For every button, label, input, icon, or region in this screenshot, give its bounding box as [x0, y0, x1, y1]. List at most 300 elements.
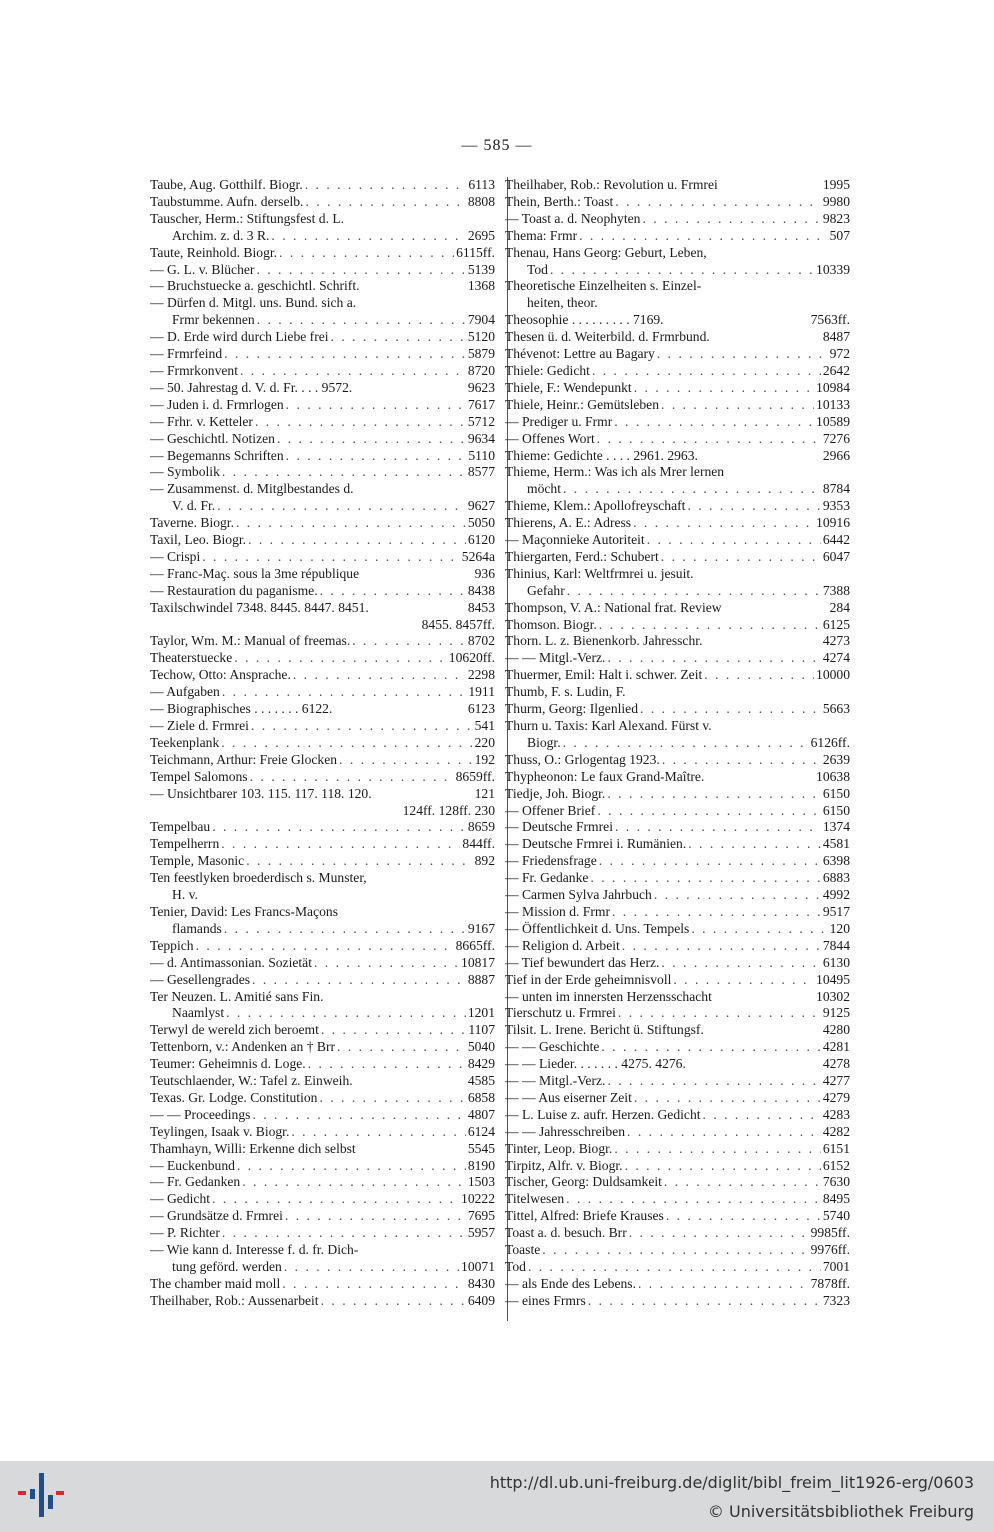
entry-title: Toast a. d. besuch. Brr: [505, 1225, 627, 1241]
entry-title: Thiele, F.: Wendepunkt: [505, 379, 632, 395]
index-entry: [150, 1124, 495, 1141]
entry-title: Thiele, Heinr.: Gemütsleben: [505, 396, 660, 412]
leader-dots: [242, 1174, 466, 1191]
index-entry: [150, 346, 495, 363]
index-entry: [505, 1022, 850, 1039]
index-entry: [150, 312, 495, 329]
entry-title: Taverne. Biogr.: [150, 515, 234, 531]
leader-dots: [633, 515, 814, 532]
index-entry: [505, 312, 850, 329]
leader-dots: [657, 346, 828, 363]
entry-title: — Frhr. v. Ketteler: [150, 413, 253, 429]
entry-number: 6120: [467, 532, 495, 548]
entry-number: 5040: [467, 1039, 495, 1055]
entry-number: 9976ff.: [810, 1242, 850, 1258]
index-entry: [505, 1158, 850, 1175]
index-entry: [505, 701, 850, 718]
index-entry: [505, 414, 850, 431]
entry-number: 7563ff.: [810, 312, 850, 328]
entry-title: Ten feestlyken broederdisch s. Munster,: [150, 870, 367, 886]
entry-number: 6130: [822, 954, 850, 970]
leader-dots: [246, 853, 472, 870]
leader-dots: [597, 803, 820, 820]
index-entry: [505, 363, 850, 380]
index-entry: [505, 1056, 850, 1073]
index-entry: [150, 1090, 495, 1107]
entry-title: Archim. z. d. 3 R.: [172, 227, 270, 243]
index-entry: [505, 346, 850, 363]
entry-title: Teumer: Geheimnis d. Loge.: [150, 1056, 306, 1072]
leader-dots: [352, 633, 466, 650]
entry-number: 9627: [467, 498, 495, 514]
entry-title: Taube, Aug. Gotthilf. Biogr.: [150, 177, 303, 192]
entry-number: 8720: [467, 362, 495, 378]
index-entry: [150, 177, 495, 194]
leader-dots: [212, 1191, 459, 1208]
entry-number: 1911: [468, 684, 495, 700]
leader-dots: [252, 1107, 465, 1124]
entry-number: 8438: [467, 582, 495, 598]
entry-number: 5957: [467, 1225, 495, 1241]
index-entry: [505, 1276, 850, 1293]
index-entry: [150, 211, 495, 228]
entry-title: Thévenot: Lettre au Bagary: [505, 346, 655, 362]
entry-number: 7388: [822, 582, 850, 598]
index-entry: [505, 380, 850, 397]
entry-title: Teutschlaender, W.: Tafel z. Einweih.: [150, 1073, 353, 1089]
library-logo-icon: [18, 1473, 64, 1521]
entry-number: 4278: [822, 1056, 850, 1072]
index-entry: [150, 921, 495, 938]
entry-title: — Fr. Gedanken: [150, 1174, 241, 1190]
entry-number: 8495: [822, 1191, 850, 1207]
index-entry: [505, 1039, 850, 1056]
entry-number: 4282: [822, 1123, 850, 1139]
index-entry: [150, 1056, 495, 1073]
entry-number: 1107: [468, 1022, 495, 1038]
entry-title: Thumb, F. s. Ludin, F.: [505, 684, 626, 700]
entry-title: — L. Luise z. aufr. Herzen. Gedicht: [505, 1106, 701, 1122]
index-entry: [150, 583, 495, 600]
entry-title: Thuermer, Emil: Halt i. schwer. Zeit: [505, 667, 703, 683]
entry-number: 8453: [467, 599, 495, 615]
leader-dots: [601, 1039, 820, 1056]
index-entry: [150, 1141, 495, 1158]
index-entry: [150, 262, 495, 279]
index-entry: [150, 1107, 495, 1124]
leader-dots: [255, 414, 466, 431]
leader-dots: [673, 972, 814, 989]
entry-number: 9980: [822, 193, 850, 209]
leader-dots: [331, 329, 466, 346]
leader-dots: [237, 1158, 466, 1175]
index-entry: [150, 853, 495, 870]
leader-dots: [224, 921, 466, 938]
entry-number: 192: [474, 751, 495, 767]
entry-title: Thieme: Gedichte . . . . 2961. 2963.: [505, 447, 698, 463]
entry-title: — Geschichtl. Notizen: [150, 430, 275, 446]
leader-dots: [284, 1259, 459, 1276]
entry-number: 4283: [822, 1106, 850, 1122]
leader-dots: [597, 431, 821, 448]
leader-dots: [592, 363, 821, 380]
index-entry: [505, 245, 850, 262]
entry-number: 4992: [822, 887, 850, 903]
entry-title: Texas. Gr. Lodge. Constitution: [150, 1089, 318, 1105]
entry-number: 7276: [822, 430, 850, 446]
leader-dots: [622, 938, 821, 955]
entry-title: — unten im innersten Herzensschacht: [505, 988, 712, 1004]
entry-number: 5110: [468, 447, 495, 463]
entry-number: 6124: [467, 1123, 495, 1139]
leader-dots: [567, 583, 821, 600]
index-entry: [150, 1158, 495, 1175]
permalink-url[interactable]: http://dl.ub.uni-freiburg.de/diglit/bibl_freim_lit1926-erg/0603: [489, 1473, 974, 1492]
entry-number: 10339: [816, 261, 850, 277]
entry-title: V. d. Fr.: [172, 498, 216, 514]
entry-title: Thurn u. Taxis: Karl Alexand. Fürst v.: [505, 718, 712, 733]
entry-number: 1995: [822, 177, 850, 192]
entry-title: — Ziele d. Frmrei: [150, 718, 249, 733]
entry-number: 5050: [467, 515, 495, 531]
index-entry: [505, 532, 850, 549]
index-entry: [505, 904, 850, 921]
index-entry: [505, 1259, 850, 1276]
entry-title: — eines Frmrs: [505, 1292, 586, 1308]
entry-number: 7323: [822, 1292, 850, 1308]
entry-title: Taylor, Wm. M.: Manual of freemas.: [150, 633, 351, 649]
entry-number: 9634: [467, 430, 495, 446]
entry-title: Teekenplank: [150, 734, 220, 750]
leader-dots: [305, 194, 465, 211]
entry-title: Thurm, Georg: Ilgenlied: [505, 701, 639, 717]
index-entry: [150, 718, 495, 735]
leader-dots: [305, 177, 467, 194]
entry-title: Thompson, V. A.: National frat. Review: [505, 599, 722, 615]
leader-dots: [661, 549, 821, 566]
entry-number: 8430: [467, 1275, 495, 1291]
index-entry: [505, 989, 850, 1006]
index-entry: [505, 836, 850, 853]
leader-dots: [256, 262, 465, 279]
index-entry: [505, 1293, 850, 1310]
leader-dots: [661, 397, 814, 414]
entry-title: Thamhayn, Willi: Erkenne dich selbst: [150, 1140, 356, 1156]
entry-title: Tinter, Leop. Biogr.: [505, 1140, 613, 1156]
entry-title: Tilsit. L. Irene. Bericht ü. Stiftungsf.: [505, 1022, 704, 1038]
index-entry: [150, 735, 495, 752]
page-number: — 585 —: [461, 137, 533, 154]
entry-number: 6047: [822, 548, 850, 564]
entry-title: — P. Richter: [150, 1225, 220, 1241]
entry-title: heiten, theor.: [527, 295, 598, 311]
entry-number: 284: [829, 599, 850, 615]
leader-dots: [271, 228, 465, 245]
index-entry: [150, 667, 495, 684]
index-entry: [150, 989, 495, 1006]
entry-number: 9985ff.: [810, 1225, 850, 1241]
entry-number: 2298: [467, 667, 495, 683]
index-entry: [505, 718, 850, 735]
leader-dots: [321, 1022, 466, 1039]
index-entry: [505, 498, 850, 515]
index-entry: [150, 397, 495, 414]
entry-number: 8702: [467, 633, 495, 649]
index-entry: [505, 1107, 850, 1124]
entry-title: Thomson. Biogr.: [505, 616, 597, 632]
entry-number: 936: [474, 565, 495, 581]
index-entry: [505, 1005, 850, 1022]
entry-number: 7630: [822, 1174, 850, 1190]
index-entry: [505, 1208, 850, 1225]
entry-number: 10495: [816, 971, 850, 987]
entry-number: 6398: [822, 853, 850, 869]
entry-number: 5264a: [461, 548, 495, 564]
index-entry: [150, 870, 495, 887]
leader-dots: [666, 1208, 821, 1225]
entry-title: — Unsichtbarer 103. 115. 117. 118. 120.: [150, 785, 372, 801]
entry-number: 7617: [467, 396, 495, 412]
entry-title: Thiele: Gedicht: [505, 362, 590, 378]
index-entry: [150, 566, 495, 583]
index-entry: [150, 515, 495, 532]
entry-title: — — Jahresschreiben: [505, 1123, 626, 1139]
leader-dots: [599, 617, 821, 634]
leader-dots: [647, 532, 821, 549]
leader-dots: [661, 955, 820, 972]
index-entry: [150, 228, 495, 245]
entry-title: Thesen ü. d. Weiterbild. d. Frmrbund.: [505, 329, 710, 345]
entry-number: 6409: [467, 1292, 495, 1308]
index-entry: [150, 464, 495, 481]
entry-number: 5663: [822, 701, 850, 717]
leader-dots: [293, 667, 466, 684]
entry-title: Toaste: [505, 1242, 541, 1258]
leader-dots: [248, 532, 466, 549]
index-entry: [150, 786, 495, 803]
entry-number: 8577: [467, 464, 495, 480]
entry-title: — Symbolik: [150, 464, 220, 480]
leader-dots: [629, 1225, 809, 1242]
index-entry: [505, 769, 850, 786]
entry-title: — Öffentlichkeit d. Uns. Tempels: [505, 920, 690, 936]
entry-number: 7904: [467, 312, 495, 328]
index-entry: [150, 481, 495, 498]
index-entry: [505, 1090, 850, 1107]
entry-title: — Tief bewundert das Herz.: [505, 954, 660, 970]
entry-title: Terwyl de wereld zich beroemt: [150, 1022, 319, 1038]
index-entry: [505, 853, 850, 870]
entry-title: Thierens, A. E.: Adress: [505, 515, 632, 531]
entry-number: 6115ff.: [456, 244, 495, 260]
leader-dots: [196, 938, 454, 955]
leader-dots: [252, 972, 466, 989]
leader-dots: [588, 1293, 821, 1310]
entry-title: — D. Erde wird durch Liebe frei: [150, 329, 329, 345]
entry-number: 9353: [822, 498, 850, 514]
leader-dots: [339, 752, 473, 769]
entry-number: 9623: [467, 379, 495, 395]
index-entry: [150, 701, 495, 718]
leader-dots: [612, 904, 821, 921]
index-entry: [505, 431, 850, 448]
entry-title: — Gedicht: [150, 1191, 211, 1207]
leader-dots: [563, 481, 821, 498]
index-entry: [150, 1005, 495, 1022]
leader-dots: [234, 650, 447, 667]
index-entry: [505, 819, 850, 836]
index-entry: [505, 1141, 850, 1158]
leader-dots: [691, 921, 827, 938]
entry-title: — Dürfen d. Mitgl. uns. Bund. sich a.: [150, 295, 357, 311]
leader-dots: [625, 1158, 821, 1175]
leader-dots: [240, 363, 466, 380]
entry-title: Theosophie . . . . . . . . . 7169.: [505, 312, 664, 328]
entry-number: 4277: [822, 1073, 850, 1089]
entry-number: 9823: [822, 210, 850, 226]
entry-number: 121: [474, 785, 495, 801]
index-entry: [150, 1276, 495, 1293]
index-entry: [505, 583, 850, 600]
entry-title: Techow, Otto: Ansprache.: [150, 667, 291, 683]
entry-number: 5139: [467, 261, 495, 277]
leader-dots: [664, 1174, 821, 1191]
entry-number: 972: [829, 346, 850, 362]
index-entry: [505, 481, 850, 498]
leader-dots: [614, 1141, 820, 1158]
entry-title: Tirpitz, Alfr. v. Biogr.: [505, 1157, 623, 1173]
index-entry: [505, 177, 850, 194]
entry-number: 4281: [822, 1039, 850, 1055]
leader-dots: [221, 735, 472, 752]
entry-title: Tenier, David: Les Francs-Maçons: [150, 903, 339, 919]
leader-dots: [286, 448, 467, 465]
index-entry: [150, 295, 495, 312]
entry-title: — Franc-Maç. sous la 3me république: [150, 565, 360, 581]
footer-bar: [0, 1461, 994, 1532]
entry-number: 4273: [822, 633, 850, 649]
leader-dots: [217, 498, 466, 515]
leader-dots: [654, 887, 821, 904]
entry-title: Thorn. L. z. Bienenkorb. Jahresschr.: [505, 633, 703, 649]
entry-title: Taubstumme. Aufn. derselb.: [150, 193, 304, 209]
index-entry: [505, 803, 850, 820]
entry-number: 10916: [816, 515, 850, 531]
entry-number: 6883: [822, 870, 850, 886]
leader-dots: [222, 464, 466, 481]
leader-dots: [590, 870, 820, 887]
entry-title: — Juden i. d. Frmrlogen: [150, 396, 284, 412]
entry-number: 6113: [468, 177, 495, 192]
entry-title: — Restauration du paganisme.: [150, 582, 318, 598]
entry-title: möcht: [527, 481, 561, 497]
index-entry: [505, 1191, 850, 1208]
leader-dots: [563, 735, 809, 752]
entry-title: — Frmrfeind: [150, 346, 223, 362]
leader-dots: [221, 836, 460, 853]
entry-number: 2695: [467, 227, 495, 243]
entry-title: — Friedensfrage: [505, 853, 597, 869]
entry-number: 10302: [816, 988, 850, 1004]
entry-title: Theoretische Einzelheiten s. Einzel-: [505, 278, 702, 294]
entry-number: 7878ff.: [810, 1275, 850, 1291]
entry-number: 4585: [467, 1073, 495, 1089]
index-entry: [505, 549, 850, 566]
entry-number: 8665ff.: [455, 937, 495, 953]
leader-dots: [236, 515, 466, 532]
index-entry: [150, 532, 495, 549]
index-entry: [505, 262, 850, 279]
entry-number: 8429: [467, 1056, 495, 1072]
entry-number: 8808: [467, 193, 495, 209]
entry-number: 8887: [467, 971, 495, 987]
entry-number: 8190: [467, 1157, 495, 1173]
index-entry: [505, 1242, 850, 1259]
entry-title: tung geförd. werden: [172, 1259, 282, 1274]
entry-title: Theilhaber, Rob.: Revolution u. Frmrei: [505, 177, 718, 192]
entry-number: 5712: [467, 413, 495, 429]
entry-number: 9167: [467, 920, 495, 936]
leader-dots: [202, 549, 460, 566]
entry-title: — Wie kann d. Interesse f. d. fr. Dich-: [150, 1242, 359, 1258]
entry-title: Tod: [527, 261, 548, 277]
entry-number: 4280: [822, 1022, 850, 1038]
entry-title: Temple, Masonic: [150, 853, 245, 869]
leader-dots: [320, 583, 466, 600]
index-entry: [150, 1293, 495, 1310]
entry-number: 1201: [467, 1005, 495, 1021]
entry-title: Thenau, Hans Georg: Geburt, Leben,: [505, 244, 707, 260]
index-entry: [505, 566, 850, 583]
entry-title: — Mission d. Frmr: [505, 903, 610, 919]
entry-title: Theilhaber, Rob.: Aussenarbeit: [150, 1292, 319, 1308]
entry-title: — — Aus eiserner Zeit: [505, 1089, 632, 1105]
leader-dots: [308, 1056, 466, 1073]
index-entry: [150, 1174, 495, 1191]
entry-number: 10133: [816, 396, 850, 412]
entry-number: 6126ff.: [810, 734, 850, 750]
index-entry: [150, 887, 495, 904]
leader-dots: [282, 1276, 466, 1293]
entry-title: Taxil, Leo. Biogr.: [150, 532, 247, 548]
index-entry: [505, 684, 850, 701]
leader-dots: [704, 667, 814, 684]
entry-title: Thema: Frmr: [505, 227, 578, 243]
leader-dots: [627, 1124, 821, 1141]
entry-number: 1374: [822, 819, 850, 835]
entry-number: 10222: [461, 1191, 495, 1207]
leader-dots: [614, 414, 814, 431]
index-entry: [505, 650, 850, 667]
leader-dots: [566, 1191, 821, 1208]
index-entry: [505, 667, 850, 684]
index-entry: [505, 600, 850, 617]
entry-title: — Aufgaben: [150, 684, 220, 700]
entry-title: Thieme, Herm.: Was ich als Mrer lernen: [505, 464, 725, 480]
index-entry: [505, 295, 850, 312]
entry-number: 892: [474, 853, 495, 869]
entry-number: 10589: [816, 413, 850, 429]
entry-title: Theaterstuecke: [150, 650, 233, 666]
index-entry: [505, 870, 850, 887]
leader-dots: [251, 718, 473, 735]
leader-dots: [319, 1090, 465, 1107]
entry-number: 2639: [822, 751, 850, 767]
entry-title: — Maçonnieke Autoriteit: [505, 532, 645, 548]
index-entry: [505, 397, 850, 414]
leader-dots: [279, 245, 454, 262]
leader-dots: [579, 228, 828, 245]
